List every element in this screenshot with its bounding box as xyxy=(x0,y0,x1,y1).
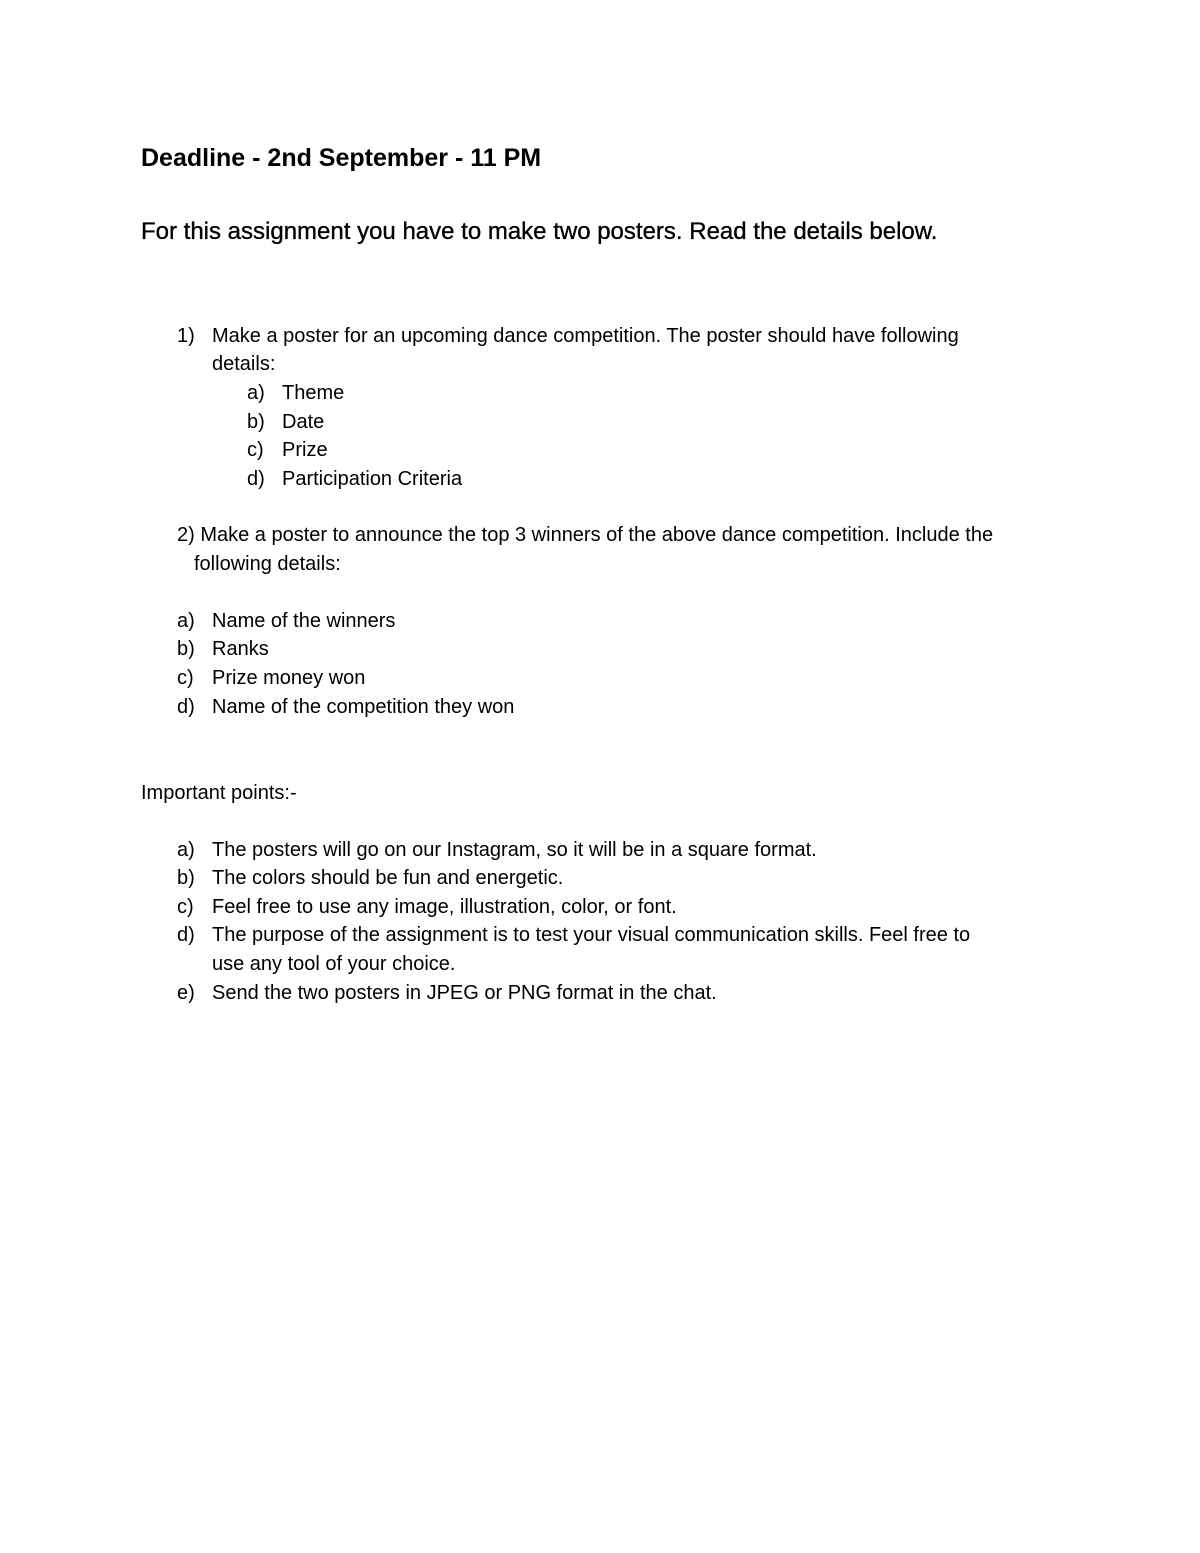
list-item-marker: b) xyxy=(177,638,195,660)
intro-heading: For this assignment you have to make two posters. Read the details below. xyxy=(141,218,938,245)
important-heading: Important points:- xyxy=(141,782,297,804)
list-item-marker: d) xyxy=(177,696,195,718)
task-1-marker: 1) xyxy=(177,325,195,347)
list-item: Feel free to use any image, illustration, color, or font. xyxy=(212,896,677,918)
list-item-continuation: use any tool of your choice. xyxy=(212,953,456,975)
list-item-marker: a) xyxy=(177,839,195,861)
list-item: The colors should be fun and energetic. xyxy=(212,867,564,889)
task-1-line-1: Make a poster for an upcoming dance competition. The poster should have following xyxy=(212,325,959,347)
list-item: The purpose of the assignment is to test your visual communication skills. Feel free to xyxy=(212,924,971,946)
list-item: Theme xyxy=(282,382,345,404)
list-item-marker: a) xyxy=(177,610,195,632)
list-item: Ranks xyxy=(212,638,269,660)
list-item-marker: a) xyxy=(247,382,265,404)
list-item: Name of the winners xyxy=(212,610,396,632)
list-item-marker: d) xyxy=(247,468,265,490)
task-2-line-2: following details: xyxy=(194,553,341,575)
list-item-marker: d) xyxy=(177,924,195,946)
list-item: Name of the competition they won xyxy=(212,696,515,718)
list-item-marker: b) xyxy=(177,867,195,889)
list-item: The posters will go on our Instagram, so it will be in a square format. xyxy=(212,839,817,861)
list-item: Date xyxy=(282,411,325,433)
task-1-line-2: details: xyxy=(212,353,276,375)
deadline-heading: Deadline - 2nd September - 11 PM xyxy=(141,144,542,172)
list-item-marker: c) xyxy=(177,667,194,689)
task-2-line-1: 2) Make a poster to announce the top 3 winners of the above dance competition. Include the xyxy=(177,524,994,546)
list-item: Prize money won xyxy=(212,667,366,689)
list-item: Send the two posters in JPEG or PNG format in the chat. xyxy=(212,982,717,1004)
list-item-marker: e) xyxy=(177,982,195,1004)
list-item-marker: c) xyxy=(247,439,264,461)
list-item-marker: b) xyxy=(247,411,265,433)
list-item: Participation Criteria xyxy=(282,468,463,490)
list-item-marker: c) xyxy=(177,896,194,918)
list-item: Prize xyxy=(282,439,328,461)
